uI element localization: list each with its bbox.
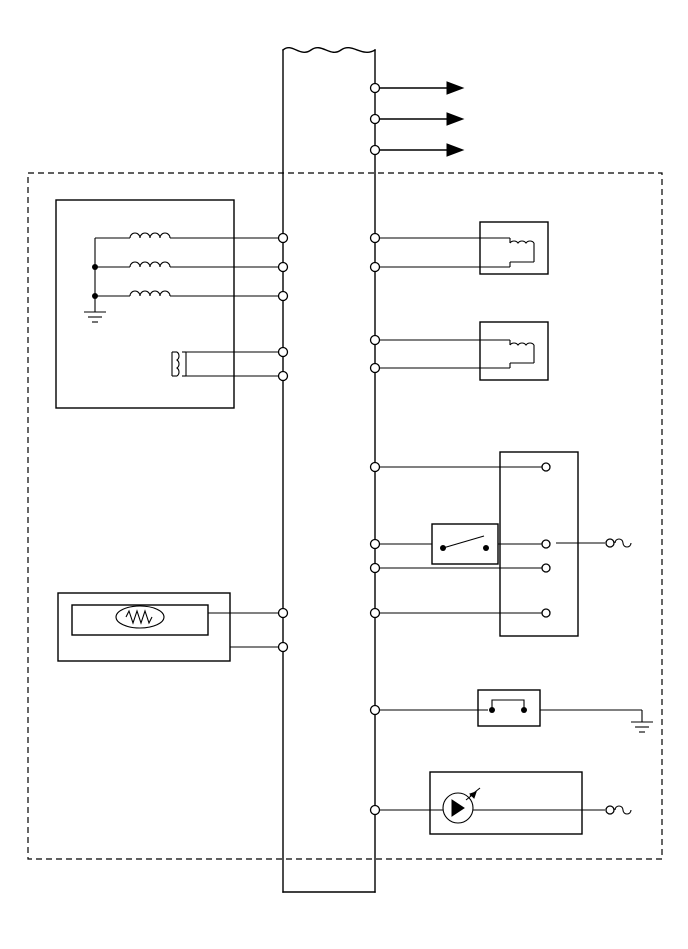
dashed-boundary [28,173,662,859]
terminal-left-6[interactable] [279,609,288,618]
terminal-left-2b[interactable] [371,609,380,618]
terminal-right-5[interactable] [371,263,380,272]
switch-module[interactable] [432,524,498,564]
terminal-right-8[interactable] [542,463,550,471]
terminal-left-7[interactable] [279,643,288,652]
branch-arrow-2 [371,113,464,125]
ground-symbol-right [631,722,653,732]
lamp-module[interactable] [371,772,632,834]
terminal-lamp[interactable] [371,806,380,815]
relay-upper[interactable] [371,222,549,274]
terminal-right-11[interactable] [542,609,550,617]
terminal-ground-branch[interactable] [371,706,380,715]
ground-symbol-left [84,312,106,322]
pigtail-right-mid [556,539,631,547]
terminal-right-9[interactable] [542,540,550,548]
field-winding [172,352,283,376]
terminal-right-7[interactable] [371,364,380,373]
resistor-module[interactable] [58,593,288,661]
arrows-group [371,82,464,156]
terminal-left-5[interactable] [279,372,288,381]
branch-arrow-3 [371,144,464,156]
terminal-right-6[interactable] [371,336,380,345]
terminal-left-2[interactable] [279,263,288,272]
terminal-left-1[interactable] [279,234,288,243]
branch-arrow-1 [371,82,464,94]
terminal-left-4[interactable] [279,348,288,357]
terminal-right-13[interactable] [371,540,380,549]
relay-lower[interactable] [371,322,549,380]
terminal-right-3[interactable] [371,146,380,155]
connector-block-right[interactable] [371,452,632,636]
pigtail-right-lower [582,806,631,814]
resistor-icon [116,606,164,628]
two-pin-connector[interactable] [371,690,654,732]
main-harness-trunk [283,48,375,892]
terminal-right-12[interactable] [371,463,380,472]
terminal-right-10[interactable] [542,564,550,572]
terminal-left-1b[interactable] [371,564,380,573]
terminal-left-3[interactable] [279,292,288,301]
terminal-right-2[interactable] [371,115,380,124]
terminal-right-1[interactable] [371,84,380,93]
terminal-right-4[interactable] [371,234,380,243]
alternator-stator-block[interactable] [56,200,288,408]
